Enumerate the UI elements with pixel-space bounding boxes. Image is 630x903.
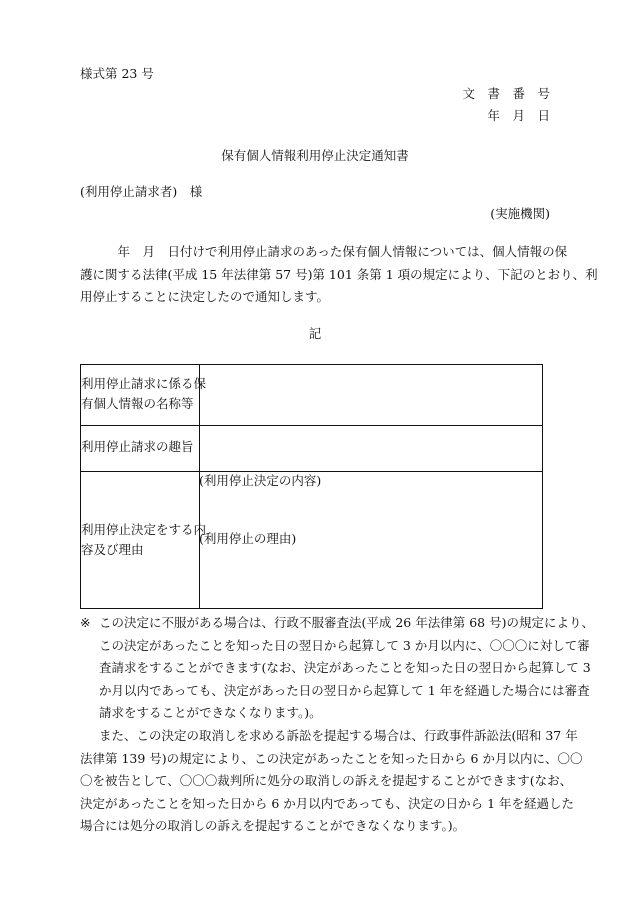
- form-number: 様式第 23 号: [80, 66, 154, 81]
- note-line: 決定があったことを知った日から 6 か月以内であっても、決定の日から 1 年を経過した: [80, 795, 575, 811]
- row1-label: 利用停止請求に係る保 有個人情報の名称等: [81, 376, 207, 411]
- ki-heading: 記: [308, 326, 322, 341]
- note-line: 〇を被告として、〇〇〇裁判所に処分の取消しの訴えを提起することができます(なお、: [80, 773, 573, 788]
- table-divider: [81, 425, 542, 426]
- body-line: 年 月 日付けで利用停止請求のあった保有個人情報については、個人情報の保: [80, 244, 568, 259]
- note-line: 査請求をすることができます(なお、決定があったことを知った日の翌日から起算して 3: [99, 660, 591, 675]
- note-line: また、この決定の取消しを求める訴訟を提起する場合は、行政事件訴訟法(昭和 37 年: [99, 728, 578, 743]
- date-label: 年 月 日: [487, 108, 550, 123]
- decision-content-label: (利用停止決定の内容): [199, 473, 322, 488]
- note-line: この決定があったことを知った日の翌日から起算して 3 か月以内に、〇〇〇に対して審: [99, 637, 590, 653]
- note-line: 請求をすることができなくなります。)。: [99, 705, 322, 720]
- body-line: 護に関する法律(平成 15 年法律第 57 号)第 101 条第 1 項の規定により、下記のとおり、利: [80, 266, 598, 282]
- body-line: 用停止することに決定したので通知します。: [80, 289, 330, 304]
- details-table: [80, 364, 543, 609]
- document-title: 保有個人情報利用停止決定通知書: [221, 148, 409, 163]
- note-line: この決定に不服がある場合は、行政不服審査法(平成 26 年法律第 68 号)の規定により、: [99, 615, 594, 630]
- note-line: 場合には処分の取消しの訴えを提起することができなくなります。)。: [80, 818, 466, 833]
- addressee: (利用停止請求者) 様: [80, 184, 203, 199]
- note-paragraph-1: [99, 612, 594, 725]
- note-paragraph-2: [80, 725, 582, 838]
- sender: (実施機関): [490, 206, 550, 221]
- body-text: [80, 241, 598, 309]
- note-line: か月以内であっても、決定があった日の翌日から起算して 1 年を経過した場合には審査: [99, 682, 590, 698]
- note-line: 法律第 139 号)の規定により、この決定があったことを知った日から 6 か月以内に、〇〇: [80, 750, 583, 766]
- suspension-reason-label: (利用停止の理由): [199, 531, 297, 546]
- row3-label: 利用停止決定をする内 容及び理由: [81, 522, 207, 557]
- note-mark: ※: [80, 615, 91, 630]
- row2-label: 利用停止請求の趣旨: [81, 439, 194, 454]
- document-number-label: 文 書 番 号: [462, 86, 550, 101]
